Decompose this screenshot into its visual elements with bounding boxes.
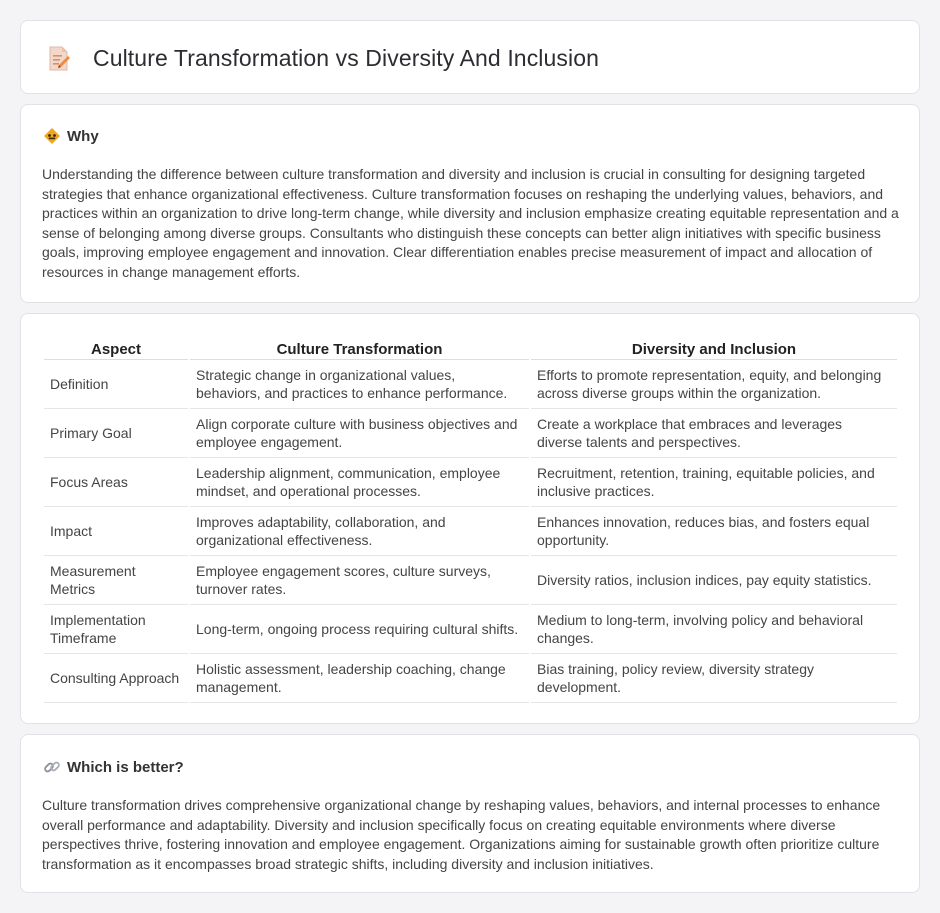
table-row bbox=[44, 507, 897, 556]
culture-cell: Long-term, ongoing process requiring cultural shifts. bbox=[190, 605, 529, 654]
dei-cell: Medium to long-term, involving policy and behavioral changes. bbox=[531, 605, 897, 654]
link-icon bbox=[43, 758, 61, 776]
which-is-better-text: Culture transformation drives comprehensive organizational change by reshaping values, behaviors, and internal processes to enhance overall performance and adaptability. Diversity and inclusion specifically focus on creating equitable environments where diverse perspectives thrive, fostering innovation and employee engagement. Organizations aiming for sustainable growth often prioritize culture transformation as it encompasses broad strategic shifts, including diversity and inclusion initiatives. bbox=[42, 797, 881, 872]
aspect-cell: Definition bbox=[44, 360, 188, 409]
comparison-section bbox=[20, 313, 920, 724]
culture-cell: Employee engagement scores, culture surveys, turnover rates. bbox=[190, 556, 529, 605]
column-header: Aspect bbox=[44, 335, 188, 360]
which-is-better-section bbox=[20, 734, 920, 893]
page-title: Culture Transformation vs Diversity And Inclusion bbox=[93, 45, 599, 71]
column-header: Diversity and Inclusion bbox=[531, 335, 897, 360]
aspect-cell: Primary Goal bbox=[44, 409, 188, 458]
table-row bbox=[44, 360, 897, 409]
aspect-cell: Consulting Approach bbox=[44, 654, 188, 703]
why-section bbox=[20, 104, 920, 303]
table-row bbox=[44, 654, 897, 703]
culture-cell: Strategic change in organizational values, behaviors, and practices to enhance performance. bbox=[190, 360, 529, 409]
aspect-cell: Implementation Timeframe bbox=[44, 605, 188, 654]
culture-cell: Align corporate culture with business objectives and employee engagement. bbox=[190, 409, 529, 458]
comparison-table bbox=[42, 335, 899, 703]
document-pencil-icon bbox=[47, 46, 71, 72]
aspect-cell: Impact bbox=[44, 507, 188, 556]
diamond-sign-icon bbox=[43, 127, 61, 145]
culture-cell: Leadership alignment, communication, employee mindset, and operational processes. bbox=[190, 458, 529, 507]
title-card bbox=[20, 20, 920, 94]
table-row bbox=[44, 458, 897, 507]
table-header-row bbox=[44, 335, 897, 360]
aspect-cell: Focus Areas bbox=[44, 458, 188, 507]
column-header: Culture Transformation bbox=[190, 335, 529, 360]
dei-cell: Diversity ratios, inclusion indices, pay equity statistics. bbox=[531, 556, 897, 605]
aspect-cell: Measurement Metrics bbox=[44, 556, 188, 605]
dei-cell: Create a workplace that embraces and leverages diverse talents and perspectives. bbox=[531, 409, 897, 458]
table-row bbox=[44, 556, 897, 605]
table-row bbox=[44, 409, 897, 458]
table-row bbox=[44, 605, 897, 654]
dei-cell: Bias training, policy review, diversity strategy development. bbox=[531, 654, 897, 703]
dei-cell: Recruitment, retention, training, equitable policies, and inclusive practices. bbox=[531, 458, 897, 507]
culture-cell: Improves adaptability, collaboration, and organizational effectiveness. bbox=[190, 507, 529, 556]
culture-cell: Holistic assessment, leadership coaching, change management. bbox=[190, 654, 529, 703]
dei-cell: Enhances innovation, reduces bias, and fosters equal opportunity. bbox=[531, 507, 897, 556]
which-is-better-heading: Which is better? bbox=[67, 758, 184, 776]
dei-cell: Efforts to promote representation, equity, and belonging across diverse groups within the organization. bbox=[531, 360, 897, 409]
why-text: Understanding the difference between culture transformation and diversity and inclusion is crucial in consulting for designing targeted strategies that enhance organizational effectiveness. Culture transformation focuses on reshaping the underlying values, behaviors, and practices within an organization to drive long-term change, while diversity and inclusion emphasize creating equitable representation and a sense of belonging among diverse groups. Consultants who distinguish these concepts can better align initiatives with specific business goals, improving employee engagement and innovation. Clear differentiation enables precise measurement of impact and allocation of resources in change management efforts. bbox=[42, 166, 899, 280]
why-heading: Why bbox=[67, 127, 99, 145]
